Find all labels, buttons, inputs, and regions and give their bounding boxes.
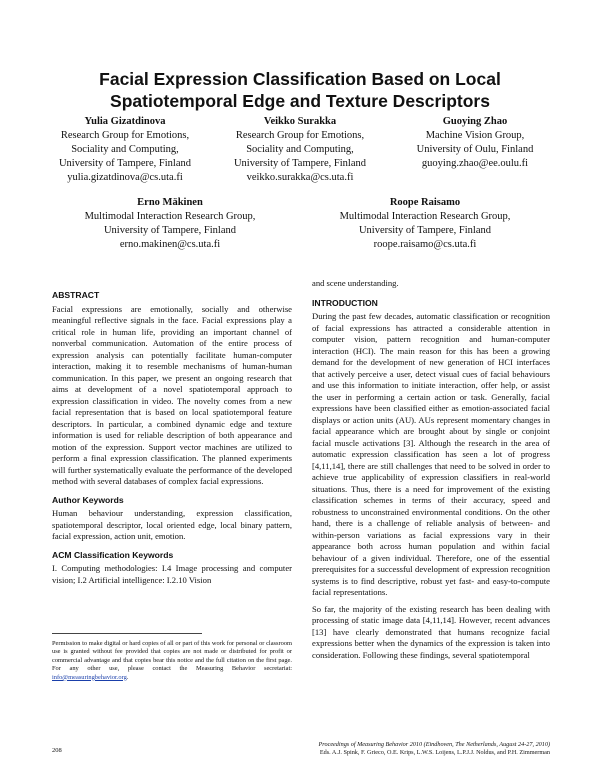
- author-email: roope.raisamo@cs.uta.fi: [373, 239, 477, 250]
- acm-keywords-text: I. Computing methodologies: I.4 Image processing and computer vision; I.2 Artificial intelligence: I.2.10 Vision: [52, 563, 292, 585]
- author-block: [390, 115, 560, 171]
- proceedings-line: Proceedings of Measuring Behavior 2010 (Eindhoven, The Netherlands, August 24-27, 2010): [318, 741, 550, 748]
- author-block: [215, 115, 385, 185]
- author-affiliation: Sociality and Computing,: [71, 144, 179, 155]
- introduction-heading: INTRODUCTION: [312, 297, 378, 308]
- footnote-end: .: [126, 673, 129, 681]
- author-email: guoying.zhao@ee.oulu.fi: [421, 158, 529, 169]
- author-name: Veikko Surakka: [263, 116, 337, 127]
- title-line: Spatiotemporal Edge and Texture Descriptors: [110, 91, 490, 111]
- author-block: [315, 196, 535, 252]
- author-block: [60, 196, 280, 252]
- footnote-text: Permission to make digital or hard copies of all or part of this work for personal or classroom use is granted without fee provided that copies are not made or distributed for profit or commercial advantage and that copies bear this notice and the full citation on the first page. For any other use, please contact the Measuring Behavior secretariat:: [52, 640, 292, 673]
- title-line: Facial Expression Classification Based on Local: [99, 69, 501, 89]
- author-affiliation: Multimodal Interaction Research Group,: [339, 211, 511, 222]
- author-email: yulia.gizatdinova@cs.uta.fi: [67, 172, 183, 183]
- proceedings-footer: [250, 741, 550, 757]
- author-email: veikko.surakka@cs.uta.fi: [246, 172, 354, 183]
- author-email: erno.makinen@cs.uta.fi: [119, 239, 221, 250]
- author-name: Yulia Gizatdinova: [84, 116, 166, 127]
- paper-title: [40, 68, 560, 112]
- author-affiliation: University of Oulu, Finland: [416, 144, 534, 155]
- author-affiliation: University of Tampere, Finland: [103, 225, 237, 236]
- page-number: 208: [52, 747, 62, 754]
- author-affiliation: University of Tampere, Finland: [58, 158, 192, 169]
- author-affiliation: Sociality and Computing,: [246, 144, 354, 155]
- footnote-divider: [52, 633, 202, 634]
- author-affiliation: University of Tampere, Finland: [358, 225, 492, 236]
- right-column: [312, 278, 550, 666]
- introduction-paragraph: So far, the majority of the existing research has been dealing with processing of static image data [4,11,14]. However, recent advances [13] have clearly demonstrated that humans recognize facial expressions better when the dynamics of the expression is taken into consideration. Following these findings, several spatiotemporal: [312, 603, 550, 660]
- abstract-text: Facial expressions are emotionally, socially and otherwise meaningful reflective signals in the face. Facial expressions play a critical role in human life, providing an important channel of nonverbal communication. Automation of the entire process of expression analysis can potentially facilitate human-computer interaction, making it to resemble mechanisms of human-human communication. In this paper, we present an ongoing research that aims at development of a novel spatiotemporal approach to expression classification in video. The novelty comes from a new facial representation that is based on local spatiotemporal feature descriptors. In particular, a combined dynamic edge and texture information is used for reliable description of both appearance and motion of the expression. Support vector machines are utilized to perform a final expression classification. The planned experiments will further systematically evaluate the performance of the developed method with several databases of complex facial expressions.: [52, 303, 292, 486]
- author-affiliation: Multimodal Interaction Research Group,: [84, 211, 256, 222]
- left-column: [52, 287, 292, 591]
- acm-keywords-heading: ACM Classification Keywords: [52, 549, 174, 560]
- author-affiliation: Research Group for Emotions,: [60, 130, 190, 141]
- proceedings-editors: Eds. A.J. Spink, F. Grieco, O.E. Krips, L.W.S. Loijens, L.P.J.J. Noldus, and P.H. Zimmerman: [319, 749, 550, 756]
- author-name: Roope Raisamo: [389, 197, 461, 208]
- author-affiliation: University of Tampere, Finland: [233, 158, 367, 169]
- author-block: [40, 115, 210, 185]
- author-name: Guoying Zhao: [442, 116, 508, 127]
- author-affiliation: Research Group for Emotions,: [235, 130, 365, 141]
- author-affiliation: Machine Vision Group,: [425, 130, 525, 141]
- introduction-paragraph: During the past few decades, automatic classification or recognition of facial expressions has attracted a considerable attention in computer vision, pattern recognition and human-computer interaction (HCI). The main reason for this has been a growing demand for the development of new generation of HCI interfaces that actively perceive a user, detect visual cues of facial behaviours and use this information to initiate interaction, offer help, or assist the user in performing a certain action or task. Generally, facial expressions have been classified either as emotion-associated facial displays or action units (AU). AUs represent momentary changes in facial appearance which are brought about by single or conjoint facial muscle activations [3]. Although the research in the area of automatic expression classification has seen a lot of progress [4,11,14], there are still challenges that need to be solved in order to achieve true applicability of expression classifiers in real-world situations. Thus, there is a need for improvement of the existing classification schemes in terms of their accuracy, speed and robustness to unconstrained environmental conditions. On the other hand, there is a challenge of reliable analysis of between- and within-person variations as facial expressions vary in their appearance both across human population and within facial behaviour of a given individual. Therefore, one of the essential prerequisites for a successful development of expression recognition systems is to find descriptive, robust yet fast- and easy-to-compute facial representations.: [312, 311, 550, 597]
- author-name: Erno Mäkinen: [137, 197, 203, 208]
- abstract-heading: ABSTRACT: [52, 290, 100, 300]
- secretariat-email-link[interactable]: info@measuringbehavior.org: [52, 673, 127, 681]
- author-keywords-heading: Author Keywords: [52, 494, 124, 505]
- continuation-text: and scene understanding.: [312, 278, 399, 288]
- copyright-footnote: [52, 640, 292, 682]
- author-keywords-text: Human behaviour understanding, expression classification, spatiotemporal descriptor, local oriented edge, local binary pattern, facial expression, action unit, emotion.: [52, 508, 292, 541]
